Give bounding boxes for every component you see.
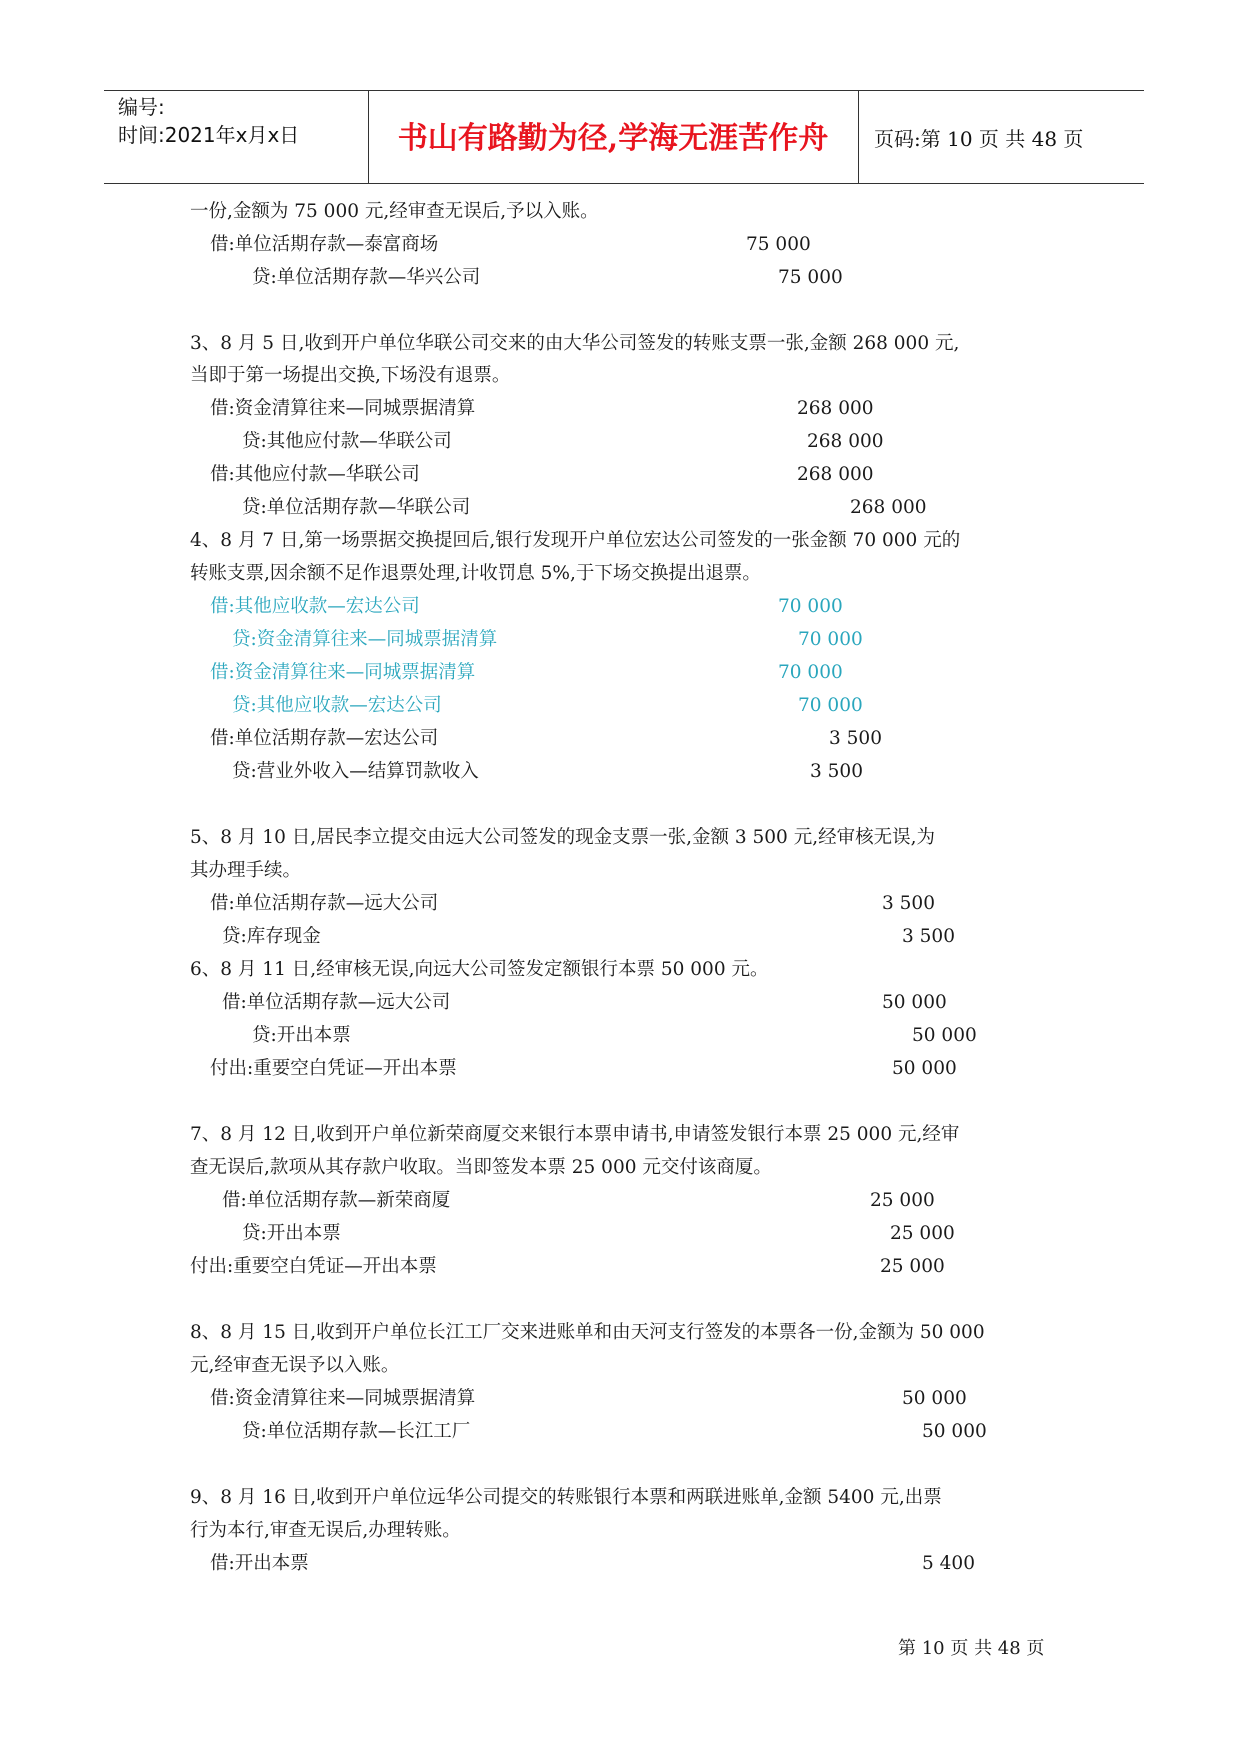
entry-amount: 5 400	[922, 1553, 975, 1574]
text-line: 4、8 月 7 日,第一场票据交换提回后,银行发现开户单位宏达公司签发的一张金额 70 000 元的	[190, 530, 961, 551]
page-footer: 第 10 页 共 48 页	[898, 1638, 1045, 1659]
document-number-label: 编号:	[118, 95, 165, 119]
text-line: 行为本行,审查无误后,办理转账。	[190, 1520, 461, 1541]
header-motto: 书山有路勤为径,学海无涯苦作舟	[397, 121, 829, 156]
text-line: 7、8 月 12 日,收到开户单位新荣商厦交来银行本票申请书,申请签发银行本票 25 000 元,经审	[190, 1124, 960, 1145]
header-meta	[118, 93, 299, 149]
text-line: 借:其他应收款—宏达公司	[210, 596, 420, 617]
text-line: 借:单位活期存款—远大公司	[210, 893, 439, 914]
text-line: 贷:营业外收入—结算罚款收入	[232, 761, 479, 782]
entry-amount: 75 000	[778, 267, 843, 288]
text-line: 5、8 月 10 日,居民李立提交由远大公司签发的现金支票一张,金额 3 500 元,经审核无误,为	[190, 827, 935, 848]
text-line: 一份,金额为 75 000 元,经审查无误后,予以入账。	[190, 201, 599, 222]
text-line: 元,经审查无误予以入账。	[190, 1355, 400, 1376]
page-header	[104, 90, 1144, 184]
entry-amount: 50 000	[882, 992, 947, 1013]
text-line: 其办理手续。	[190, 860, 302, 881]
text-line: 借:单位活期存款—宏达公司	[210, 728, 439, 749]
entry-amount: 3 500	[810, 761, 863, 782]
entry-amount: 50 000	[912, 1025, 977, 1046]
entry-amount: 50 000	[892, 1058, 957, 1079]
entry-amount: 268 000	[797, 398, 874, 419]
text-line: 借:资金清算往来—同城票据清算	[210, 1388, 476, 1409]
text-line: 9、8 月 16 日,收到开户单位远华公司提交的转账银行本票和两联进账单,金额 5400 元,出票	[190, 1487, 942, 1508]
text-line: 借:单位活期存款—泰富商场	[210, 234, 439, 255]
text-line: 付出:重要空白凭证—开出本票	[190, 1256, 437, 1277]
text-line: 贷:开出本票	[252, 1025, 351, 1046]
entry-amount: 70 000	[798, 629, 863, 650]
text-line: 8、8 月 15 日,收到开户单位长江工厂交来进账单和由天河支行签发的本票各一份,金额为 50 000	[190, 1322, 985, 1343]
entry-amount: 25 000	[890, 1223, 955, 1244]
entry-amount: 70 000	[778, 596, 843, 617]
text-line: 借:其他应付款—华联公司	[210, 464, 420, 485]
text-line: 贷:单位活期存款—华联公司	[242, 497, 471, 518]
entry-amount: 3 500	[902, 926, 955, 947]
entry-amount: 50 000	[922, 1421, 987, 1442]
header-divider	[368, 91, 369, 183]
text-line: 查无误后,款项从其存款户收取。当即签发本票 25 000 元交付该商厦。	[190, 1157, 772, 1178]
entry-amount: 70 000	[778, 662, 843, 683]
text-line: 借:资金清算往来—同城票据清算	[210, 398, 476, 419]
entry-amount: 268 000	[797, 464, 874, 485]
entry-amount: 3 500	[829, 728, 882, 749]
text-line: 当即于第一场提出交换,下场没有退票。	[190, 365, 511, 386]
entry-amount: 50 000	[902, 1388, 967, 1409]
entry-amount: 70 000	[798, 695, 863, 716]
document-time-label: 时间:2021年x月x日	[118, 123, 300, 147]
text-line: 借:开出本票	[210, 1553, 309, 1574]
text-line: 6、8 月 11 日,经审核无误,向远大公司签发定额银行本票 50 000 元。	[190, 959, 769, 980]
text-line: 转账支票,因余额不足作退票处理,计收罚息 5%,于下场交换提出退票。	[190, 563, 761, 584]
text-line: 借:单位活期存款—新荣商厦	[222, 1190, 451, 1211]
text-line: 贷:开出本票	[242, 1223, 341, 1244]
entry-amount: 25 000	[870, 1190, 935, 1211]
text-line: 贷:单位活期存款—长江工厂	[242, 1421, 471, 1442]
text-line: 贷:其他应付款—华联公司	[242, 431, 452, 452]
header-divider	[858, 91, 859, 183]
entry-amount: 268 000	[850, 497, 927, 518]
text-line: 借:单位活期存款—远大公司	[222, 992, 451, 1013]
text-line: 贷:库存现金	[222, 926, 321, 947]
entry-amount: 25 000	[880, 1256, 945, 1277]
entry-amount: 75 000	[746, 234, 811, 255]
text-line: 付出:重要空白凭证—开出本票	[210, 1058, 457, 1079]
entry-amount: 3 500	[882, 893, 935, 914]
text-line: 贷:其他应收款—宏达公司	[232, 695, 442, 716]
text-line: 3、8 月 5 日,收到开户单位华联公司交来的由大华公司签发的转账支票一张,金额 268 000 元,	[190, 333, 960, 354]
text-line: 贷:资金清算往来—同城票据清算	[232, 629, 498, 650]
text-line: 借:资金清算往来—同城票据清算	[210, 662, 476, 683]
entry-amount: 268 000	[807, 431, 884, 452]
text-line: 贷:单位活期存款—华兴公司	[252, 267, 481, 288]
header-page-label: 页码:第 10 页 共 48 页	[874, 127, 1084, 151]
